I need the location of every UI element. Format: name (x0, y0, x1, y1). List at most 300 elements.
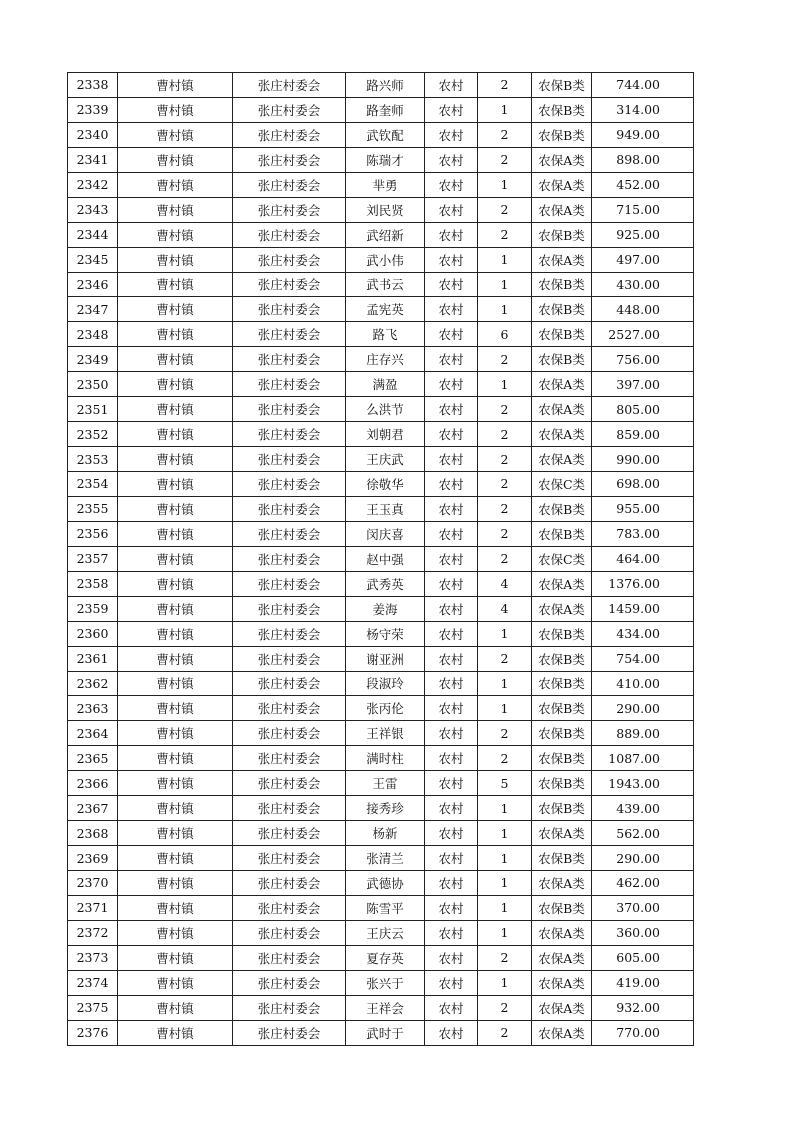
table-row (68, 347, 694, 372)
household-type-cell: 农村 (425, 147, 478, 172)
row-index-cell: 2349 (68, 347, 118, 372)
table-row (68, 447, 694, 472)
name-cell: 王庆云 (346, 920, 425, 945)
person-count-cell: 2 (478, 496, 532, 521)
person-count-cell: 2 (478, 546, 532, 571)
table-row (68, 197, 694, 222)
row-index-cell: 2341 (68, 147, 118, 172)
amount-cell: 1376.00 (592, 571, 694, 596)
village-committee-cell: 张庄村委会 (233, 272, 346, 297)
row-index-cell: 2365 (68, 746, 118, 771)
household-type-cell: 农村 (425, 397, 478, 422)
town-cell: 曹村镇 (118, 546, 233, 571)
person-count-cell: 2 (478, 1020, 532, 1045)
amount-cell: 955.00 (592, 496, 694, 521)
person-count-cell: 1 (478, 920, 532, 945)
amount-cell: 2527.00 (592, 322, 694, 347)
amount-cell: 898.00 (592, 147, 694, 172)
town-cell: 曹村镇 (118, 397, 233, 422)
town-cell: 曹村镇 (118, 895, 233, 920)
table-row (68, 422, 694, 447)
amount-cell: 783.00 (592, 521, 694, 546)
amount-cell: 744.00 (592, 73, 694, 98)
table-row (68, 122, 694, 147)
village-committee-cell: 张庄村委会 (233, 821, 346, 846)
town-cell: 曹村镇 (118, 596, 233, 621)
town-cell: 曹村镇 (118, 721, 233, 746)
category-cell: 农保B类 (532, 222, 592, 247)
village-committee-cell: 张庄村委会 (233, 895, 346, 920)
category-cell: 农保A类 (532, 172, 592, 197)
category-cell: 农保A类 (532, 147, 592, 172)
town-cell: 曹村镇 (118, 472, 233, 497)
row-index-cell: 2342 (68, 172, 118, 197)
amount-cell: 419.00 (592, 970, 694, 995)
household-type-cell: 农村 (425, 895, 478, 920)
category-cell: 农保C类 (532, 472, 592, 497)
amount-cell: 605.00 (592, 945, 694, 970)
row-index-cell: 2367 (68, 796, 118, 821)
table-row (68, 272, 694, 297)
category-cell: 农保A类 (532, 920, 592, 945)
row-index-cell: 2368 (68, 821, 118, 846)
category-cell: 农保A类 (532, 447, 592, 472)
name-cell: 武小伟 (346, 247, 425, 272)
name-cell: 徐敬华 (346, 472, 425, 497)
person-count-cell: 2 (478, 222, 532, 247)
town-cell: 曹村镇 (118, 272, 233, 297)
amount-cell: 448.00 (592, 297, 694, 322)
town-cell: 曹村镇 (118, 671, 233, 696)
village-committee-cell: 张庄村委会 (233, 746, 346, 771)
town-cell: 曹村镇 (118, 322, 233, 347)
village-committee-cell: 张庄村委会 (233, 871, 346, 896)
category-cell: 农保B类 (532, 347, 592, 372)
name-cell: 武书云 (346, 272, 425, 297)
person-count-cell: 2 (478, 945, 532, 970)
household-type-cell: 农村 (425, 297, 478, 322)
village-committee-cell: 张庄村委会 (233, 73, 346, 98)
category-cell: 农保A类 (532, 596, 592, 621)
household-type-cell: 农村 (425, 521, 478, 546)
row-index-cell: 2375 (68, 995, 118, 1020)
row-index-cell: 2344 (68, 222, 118, 247)
amount-cell: 562.00 (592, 821, 694, 846)
table-row (68, 696, 694, 721)
row-index-cell: 2359 (68, 596, 118, 621)
town-cell: 曹村镇 (118, 746, 233, 771)
town-cell: 曹村镇 (118, 970, 233, 995)
name-cell: 谢亚洲 (346, 646, 425, 671)
amount-cell: 949.00 (592, 122, 694, 147)
table-row (68, 821, 694, 846)
village-committee-cell: 张庄村委会 (233, 521, 346, 546)
household-type-cell: 农村 (425, 347, 478, 372)
village-committee-cell: 张庄村委会 (233, 197, 346, 222)
amount-cell: 754.00 (592, 646, 694, 671)
person-count-cell: 1 (478, 621, 532, 646)
row-index-cell: 2352 (68, 422, 118, 447)
town-cell: 曹村镇 (118, 447, 233, 472)
name-cell: 张丙伦 (346, 696, 425, 721)
person-count-cell: 1 (478, 172, 532, 197)
category-cell: 农保A类 (532, 372, 592, 397)
amount-cell: 370.00 (592, 895, 694, 920)
category-cell: 农保A类 (532, 422, 592, 447)
amount-cell: 452.00 (592, 172, 694, 197)
household-type-cell: 农村 (425, 571, 478, 596)
name-cell: 陈瑞才 (346, 147, 425, 172)
person-count-cell: 1 (478, 272, 532, 297)
row-index-cell: 2372 (68, 920, 118, 945)
village-committee-cell: 张庄村委会 (233, 347, 346, 372)
village-committee-cell: 张庄村委会 (233, 122, 346, 147)
person-count-cell: 4 (478, 596, 532, 621)
name-cell: 刘民贤 (346, 197, 425, 222)
household-type-cell: 农村 (425, 821, 478, 846)
person-count-cell: 5 (478, 771, 532, 796)
amount-cell: 925.00 (592, 222, 694, 247)
table-row (68, 846, 694, 871)
category-cell: 农保A类 (532, 571, 592, 596)
town-cell: 曹村镇 (118, 796, 233, 821)
row-index-cell: 2373 (68, 945, 118, 970)
name-cell: 杨守荣 (346, 621, 425, 646)
village-committee-cell: 张庄村委会 (233, 397, 346, 422)
person-count-cell: 1 (478, 796, 532, 821)
town-cell: 曹村镇 (118, 696, 233, 721)
table-row (68, 73, 694, 98)
table-row (68, 97, 694, 122)
category-cell: 农保B类 (532, 621, 592, 646)
table-row (68, 496, 694, 521)
village-committee-cell: 张庄村委会 (233, 247, 346, 272)
category-cell: 农保B类 (532, 646, 592, 671)
town-cell: 曹村镇 (118, 222, 233, 247)
name-cell: 王庆武 (346, 447, 425, 472)
town-cell: 曹村镇 (118, 496, 233, 521)
person-count-cell: 2 (478, 347, 532, 372)
household-type-cell: 农村 (425, 496, 478, 521)
name-cell: 孟宪英 (346, 297, 425, 322)
town-cell: 曹村镇 (118, 347, 233, 372)
category-cell: 农保A类 (532, 871, 592, 896)
amount-cell: 410.00 (592, 671, 694, 696)
row-index-cell: 2362 (68, 671, 118, 696)
amount-cell: 698.00 (592, 472, 694, 497)
household-type-cell: 农村 (425, 472, 478, 497)
category-cell: 农保A类 (532, 397, 592, 422)
person-count-cell: 1 (478, 970, 532, 995)
household-type-cell: 农村 (425, 447, 478, 472)
name-cell: 路兴师 (346, 73, 425, 98)
village-committee-cell: 张庄村委会 (233, 945, 346, 970)
name-cell: 武钦配 (346, 122, 425, 147)
town-cell: 曹村镇 (118, 73, 233, 98)
category-cell: 农保B类 (532, 671, 592, 696)
table-row (68, 796, 694, 821)
table-row (68, 771, 694, 796)
amount-cell: 430.00 (592, 272, 694, 297)
name-cell: 夏存英 (346, 945, 425, 970)
table-row (68, 546, 694, 571)
person-count-cell: 2 (478, 422, 532, 447)
household-type-cell: 农村 (425, 546, 478, 571)
person-count-cell: 2 (478, 73, 532, 98)
name-cell: 庄存兴 (346, 347, 425, 372)
category-cell: 农保B类 (532, 297, 592, 322)
town-cell: 曹村镇 (118, 372, 233, 397)
town-cell: 曹村镇 (118, 821, 233, 846)
name-cell: 王玉真 (346, 496, 425, 521)
town-cell: 曹村镇 (118, 995, 233, 1020)
household-type-cell: 农村 (425, 970, 478, 995)
table-row (68, 920, 694, 945)
table-row (68, 746, 694, 771)
town-cell: 曹村镇 (118, 422, 233, 447)
row-index-cell: 2374 (68, 970, 118, 995)
household-type-cell: 农村 (425, 422, 478, 447)
roster-body (68, 73, 694, 1046)
table-row (68, 895, 694, 920)
name-cell: 满盈 (346, 372, 425, 397)
row-index-cell: 2345 (68, 247, 118, 272)
row-index-cell: 2339 (68, 97, 118, 122)
person-count-cell: 2 (478, 746, 532, 771)
household-type-cell: 农村 (425, 721, 478, 746)
amount-cell: 397.00 (592, 372, 694, 397)
name-cell: 张清兰 (346, 846, 425, 871)
town-cell: 曹村镇 (118, 945, 233, 970)
town-cell: 曹村镇 (118, 122, 233, 147)
household-type-cell: 农村 (425, 272, 478, 297)
category-cell: 农保B类 (532, 521, 592, 546)
name-cell: 武德协 (346, 871, 425, 896)
row-index-cell: 2353 (68, 447, 118, 472)
person-count-cell: 1 (478, 871, 532, 896)
name-cell: 赵中强 (346, 546, 425, 571)
name-cell: 段淑玲 (346, 671, 425, 696)
person-count-cell: 2 (478, 397, 532, 422)
row-index-cell: 2351 (68, 397, 118, 422)
village-committee-cell: 张庄村委会 (233, 447, 346, 472)
table-row (68, 521, 694, 546)
name-cell: 王祥银 (346, 721, 425, 746)
village-committee-cell: 张庄村委会 (233, 571, 346, 596)
category-cell: 农保C类 (532, 546, 592, 571)
village-committee-cell: 张庄村委会 (233, 646, 346, 671)
village-committee-cell: 张庄村委会 (233, 172, 346, 197)
amount-cell: 1459.00 (592, 596, 694, 621)
row-index-cell: 2376 (68, 1020, 118, 1045)
category-cell: 农保A类 (532, 970, 592, 995)
amount-cell: 290.00 (592, 846, 694, 871)
village-committee-cell: 张庄村委会 (233, 496, 346, 521)
household-type-cell: 农村 (425, 596, 478, 621)
person-count-cell: 2 (478, 147, 532, 172)
table-row (68, 671, 694, 696)
village-committee-cell: 张庄村委会 (233, 422, 346, 447)
category-cell: 农保B类 (532, 97, 592, 122)
name-cell: 刘朝君 (346, 422, 425, 447)
village-committee-cell: 张庄村委会 (233, 97, 346, 122)
name-cell: 芈勇 (346, 172, 425, 197)
category-cell: 农保B类 (532, 846, 592, 871)
amount-cell: 990.00 (592, 447, 694, 472)
table-row (68, 222, 694, 247)
household-type-cell: 农村 (425, 322, 478, 347)
household-type-cell: 农村 (425, 945, 478, 970)
amount-cell: 497.00 (592, 247, 694, 272)
town-cell: 曹村镇 (118, 771, 233, 796)
row-index-cell: 2343 (68, 197, 118, 222)
name-cell: 满时柱 (346, 746, 425, 771)
category-cell: 农保B类 (532, 272, 592, 297)
name-cell: 武秀英 (346, 571, 425, 596)
person-count-cell: 1 (478, 895, 532, 920)
name-cell: 路奎师 (346, 97, 425, 122)
name-cell: 武时于 (346, 1020, 425, 1045)
row-index-cell: 2361 (68, 646, 118, 671)
category-cell: 农保A类 (532, 1020, 592, 1045)
village-committee-cell: 张庄村委会 (233, 546, 346, 571)
household-type-cell: 农村 (425, 172, 478, 197)
category-cell: 农保B类 (532, 322, 592, 347)
row-index-cell: 2366 (68, 771, 118, 796)
amount-cell: 360.00 (592, 920, 694, 945)
village-committee-cell: 张庄村委会 (233, 322, 346, 347)
household-type-cell: 农村 (425, 621, 478, 646)
village-committee-cell: 张庄村委会 (233, 621, 346, 646)
table-row (68, 596, 694, 621)
village-committee-cell: 张庄村委会 (233, 1020, 346, 1045)
category-cell: 农保B类 (532, 721, 592, 746)
amount-cell: 439.00 (592, 796, 694, 821)
category-cell: 农保B类 (532, 771, 592, 796)
household-type-cell: 农村 (425, 1020, 478, 1045)
town-cell: 曹村镇 (118, 197, 233, 222)
category-cell: 农保B类 (532, 895, 592, 920)
amount-cell: 756.00 (592, 347, 694, 372)
person-count-cell: 2 (478, 521, 532, 546)
name-cell: 张兴于 (346, 970, 425, 995)
village-committee-cell: 张庄村委会 (233, 297, 346, 322)
table-row (68, 372, 694, 397)
person-count-cell: 1 (478, 671, 532, 696)
village-committee-cell: 张庄村委会 (233, 995, 346, 1020)
household-type-cell: 农村 (425, 671, 478, 696)
town-cell: 曹村镇 (118, 646, 233, 671)
category-cell: 农保A类 (532, 945, 592, 970)
row-index-cell: 2340 (68, 122, 118, 147)
category-cell: 农保A类 (532, 821, 592, 846)
name-cell: 王祥会 (346, 995, 425, 1020)
town-cell: 曹村镇 (118, 97, 233, 122)
row-index-cell: 2356 (68, 521, 118, 546)
table-row (68, 397, 694, 422)
household-type-cell: 农村 (425, 920, 478, 945)
row-index-cell: 2364 (68, 721, 118, 746)
table-row (68, 646, 694, 671)
person-count-cell: 2 (478, 447, 532, 472)
household-type-cell: 农村 (425, 696, 478, 721)
household-type-cell: 农村 (425, 771, 478, 796)
household-type-cell: 农村 (425, 247, 478, 272)
amount-cell: 770.00 (592, 1020, 694, 1045)
household-type-cell: 农村 (425, 97, 478, 122)
row-index-cell: 2355 (68, 496, 118, 521)
amount-cell: 1087.00 (592, 746, 694, 771)
village-committee-cell: 张庄村委会 (233, 222, 346, 247)
person-count-cell: 2 (478, 721, 532, 746)
town-cell: 曹村镇 (118, 920, 233, 945)
name-cell: 陈雪平 (346, 895, 425, 920)
amount-cell: 889.00 (592, 721, 694, 746)
table-row (68, 970, 694, 995)
category-cell: 农保A类 (532, 995, 592, 1020)
village-committee-cell: 张庄村委会 (233, 771, 346, 796)
row-index-cell: 2348 (68, 322, 118, 347)
household-type-cell: 农村 (425, 197, 478, 222)
village-committee-cell: 张庄村委会 (233, 920, 346, 945)
town-cell: 曹村镇 (118, 871, 233, 896)
roster-table (67, 72, 694, 1046)
table-row (68, 172, 694, 197)
row-index-cell: 2360 (68, 621, 118, 646)
table-row (68, 297, 694, 322)
amount-cell: 314.00 (592, 97, 694, 122)
village-committee-cell: 张庄村委会 (233, 596, 346, 621)
person-count-cell: 4 (478, 571, 532, 596)
town-cell: 曹村镇 (118, 521, 233, 546)
table-row (68, 995, 694, 1020)
person-count-cell: 1 (478, 97, 532, 122)
village-committee-cell: 张庄村委会 (233, 472, 346, 497)
table-row (68, 472, 694, 497)
town-cell: 曹村镇 (118, 571, 233, 596)
village-committee-cell: 张庄村委会 (233, 846, 346, 871)
table-row (68, 247, 694, 272)
person-count-cell: 1 (478, 297, 532, 322)
village-committee-cell: 张庄村委会 (233, 671, 346, 696)
town-cell: 曹村镇 (118, 1020, 233, 1045)
row-index-cell: 2369 (68, 846, 118, 871)
amount-cell: 434.00 (592, 621, 694, 646)
household-type-cell: 农村 (425, 846, 478, 871)
village-committee-cell: 张庄村委会 (233, 970, 346, 995)
town-cell: 曹村镇 (118, 297, 233, 322)
village-committee-cell: 张庄村委会 (233, 372, 346, 397)
table-row (68, 945, 694, 970)
amount-cell: 464.00 (592, 546, 694, 571)
person-count-cell: 2 (478, 122, 532, 147)
town-cell: 曹村镇 (118, 147, 233, 172)
amount-cell: 462.00 (592, 871, 694, 896)
person-count-cell: 2 (478, 646, 532, 671)
row-index-cell: 2350 (68, 372, 118, 397)
name-cell: 杨新 (346, 821, 425, 846)
table-row (68, 621, 694, 646)
amount-cell: 932.00 (592, 995, 694, 1020)
household-type-cell: 农村 (425, 746, 478, 771)
row-index-cell: 2371 (68, 895, 118, 920)
amount-cell: 715.00 (592, 197, 694, 222)
row-index-cell: 2357 (68, 546, 118, 571)
person-count-cell: 1 (478, 247, 532, 272)
person-count-cell: 2 (478, 995, 532, 1020)
amount-cell: 859.00 (592, 422, 694, 447)
person-count-cell: 2 (478, 197, 532, 222)
